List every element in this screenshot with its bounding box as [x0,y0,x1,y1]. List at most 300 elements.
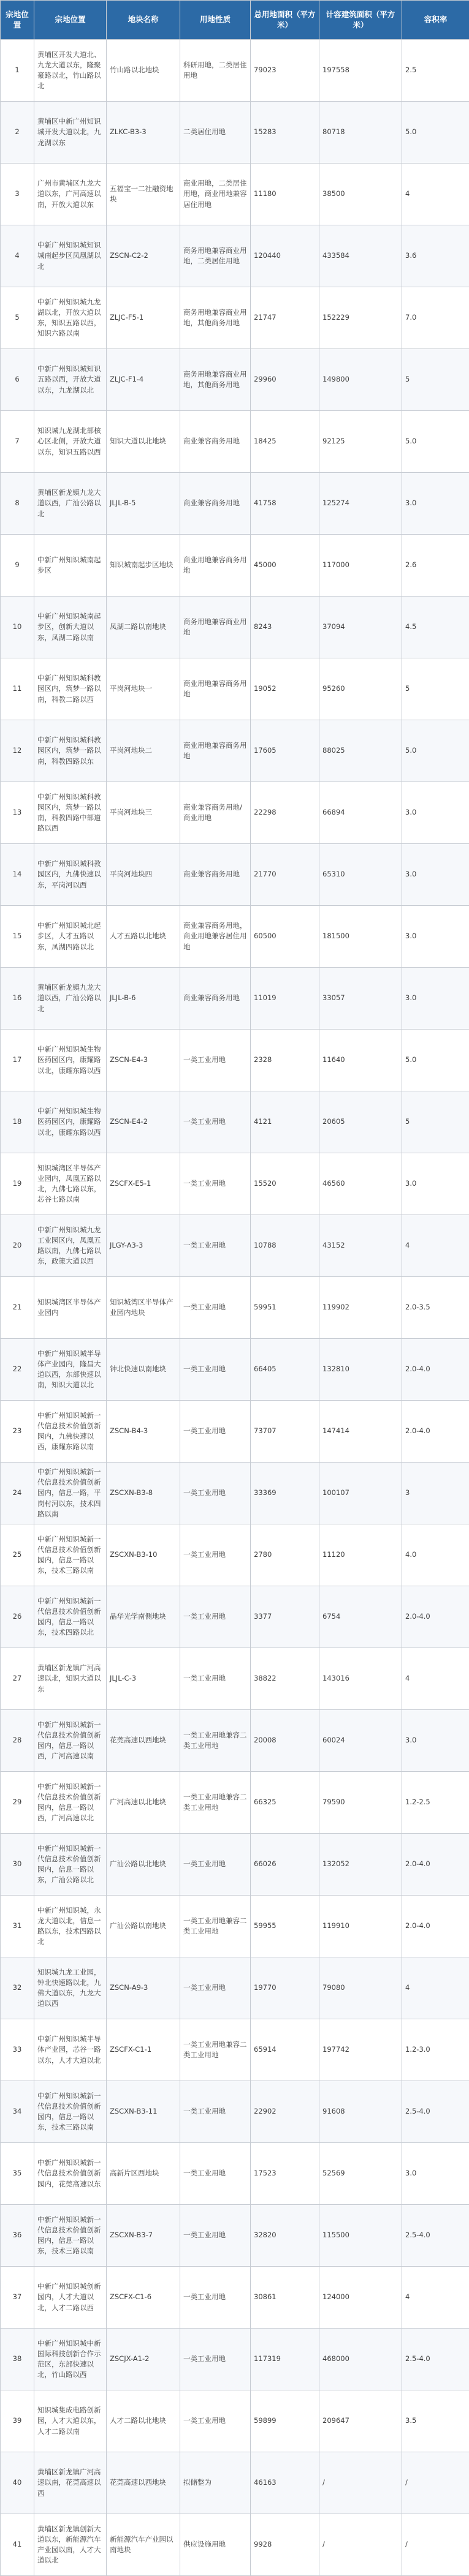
total-area-cell: 66026 [251,1834,319,1896]
parcel-location-cell: 黄埔区中新广州知识城开发大道以北，九龙湖以东 [34,102,107,164]
parcel-name-cell: ZSCN-A9-3 [107,1957,180,2019]
parcel-location-cell: 知识城九龙工业园，钟北快速路以北，九佛大道以东，九龙大道以西 [34,1957,107,2019]
parcel-location-cell: 黄埔区新龙镇九龙大道以西，广汕公路以北 [34,968,107,1030]
parcel-location-cell: 中新广州知识城北起步区，人才五路以东，凤湖四路以北 [34,906,107,968]
parcel-name-cell: 广河高速以北地块 [107,1772,180,1834]
floor-area-cell: 80718 [319,102,402,164]
table-row [1,225,469,287]
table-row [1,1091,469,1153]
table-row [1,2514,469,2576]
floor-area-cell: 152229 [319,287,402,349]
floor-area-cell: 66894 [319,782,402,844]
parcel-name-cell: JLGY-A3-3 [107,1215,180,1277]
land-use-cell: 一类工业用地 [180,1524,251,1586]
parcel-name-cell: JLJL-B-6 [107,968,180,1030]
total-area-cell: 66325 [251,1772,319,1834]
parcel-location-cell: 中新广州知识城南起步区 [34,535,107,597]
total-area-cell: 30861 [251,2267,319,2329]
total-area-cell: 15520 [251,1153,319,1215]
plot-ratio-cell: 2.0-4.0 [402,1896,469,1957]
table-row [1,2081,469,2143]
land-use-cell: 一类工业用地 [180,1215,251,1277]
floor-area-cell: 6754 [319,1586,402,1648]
parcel-number-cell: 34 [1,2081,34,2143]
parcel-location-cell: 中新广州知识城新一代信息技术价值创新园内，信息一路以东，技术四路以北 [34,1586,107,1648]
parcel-name-cell: 平岗河地块二 [107,720,180,782]
floor-area-cell: 468000 [319,2329,402,2390]
land-use-cell: 商务用地兼容商业用地，其他商务用地 [180,349,251,411]
floor-area-cell: 60024 [319,1710,402,1772]
table-row [1,2452,469,2514]
land-use-cell: 商务用地兼容商业用地 [180,597,251,658]
table-row [1,1710,469,1772]
total-area-cell: 65914 [251,2019,319,2081]
parcel-location-cell: 知识城湾区半导体产业园内 [34,1277,107,1339]
parcel-number-cell: 31 [1,1896,34,1957]
total-area-cell: 60500 [251,906,319,968]
total-area-cell: 32820 [251,2205,319,2267]
table-row [1,968,469,1030]
parcel-number-cell: 6 [1,349,34,411]
table-row [1,535,469,597]
parcel-location-cell: 中新广州知识城，永龙大道以北，信息一路以东，技术四路以北 [34,1896,107,1957]
total-area-cell: 59951 [251,1277,319,1339]
table-row [1,1030,469,1091]
total-area-cell: 46163 [251,2452,319,2514]
total-area-cell: 22298 [251,782,319,844]
plot-ratio-cell: 4.5 [402,597,469,658]
total-area-cell: 59955 [251,1896,319,1957]
plot-ratio-cell: 4 [402,2267,469,2329]
parcel-location-cell: 黄埔区新龙镇创新大道以东，新能源汽车产业园以南，人才大道以北 [34,2514,107,2576]
table-row [1,1586,469,1648]
parcel-number-cell: 11 [1,658,34,720]
total-area-cell: 9928 [251,2514,319,2576]
parcel-name-cell: 知识城南起步区地块 [107,535,180,597]
parcel-name-cell: ZSCFX-C1-1 [107,2019,180,2081]
parcel-number-cell: 32 [1,1957,34,2019]
table-row [1,1957,469,2019]
floor-area-cell: 38500 [319,164,402,225]
parcel-name-cell: 平岗河地块一 [107,658,180,720]
floor-area-cell: 124000 [319,2267,402,2329]
parcel-number-cell: 39 [1,2390,34,2452]
plot-ratio-cell: 5 [402,658,469,720]
parcel-number-cell: 20 [1,1215,34,1277]
table-row [1,782,469,844]
plot-ratio-cell: 4 [402,164,469,225]
table-body [1,40,469,2576]
parcel-location-cell: 中新广州知识城知识五路以西，开放大道以东，九龙湖以北 [34,349,107,411]
total-area-cell: 33369 [251,1463,319,1524]
land-use-cell: 一类工业用地 [180,2143,251,2205]
total-area-cell: 19052 [251,658,319,720]
parcel-number-cell: 1 [1,40,34,102]
parcel-name-cell: ZSCFX-C1-6 [107,2267,180,2329]
total-area-cell: 8243 [251,597,319,658]
floor-area-cell: 33057 [319,968,402,1030]
plot-ratio-cell: 3 [402,1463,469,1524]
parcel-name-cell: 花莞高速以西地块 [107,2452,180,2514]
parcel-name-cell: JLJL-B-5 [107,473,180,535]
table-row [1,1153,469,1215]
table-row [1,2267,469,2329]
parcel-number-cell: 35 [1,2143,34,2205]
table-row [1,2019,469,2081]
total-area-cell: 18425 [251,411,319,473]
table-row [1,597,469,658]
land-use-cell: 一类工业用地 [180,1339,251,1401]
floor-area-cell: 149800 [319,349,402,411]
land-use-cell: 商业兼容商务用地 [180,844,251,906]
table-row [1,102,469,164]
floor-area-cell: 433584 [319,225,402,287]
parcel-location-cell: 黄埔区开发大道北、九龙大道以东，隆聚豪路以北，竹山路以北 [34,40,107,102]
parcel-number-cell: 21 [1,1277,34,1339]
land-use-cell: 商务用地兼容商业用地，二类居住用地 [180,225,251,287]
land-use-cell: 商业兼容商务用地 [180,473,251,535]
parcel-name-cell: 人才五路以北地块 [107,906,180,968]
plot-ratio-cell: 4 [402,1215,469,1277]
header-floor-area: 计容建筑面积（平方米） [319,1,402,40]
table-header-row [1,1,469,40]
plot-ratio-cell: 4 [402,1648,469,1710]
land-use-cell: 商业兼容商务用地，商业用地兼容居住用地 [180,906,251,968]
floor-area-cell: 132052 [319,1834,402,1896]
parcel-location-cell: 中新广州知识城生物医药园区内，康耀路以北，康耀东路以西 [34,1030,107,1091]
parcel-location-cell: 黄埔区新龙镇广河高速以北，知识大道以东 [34,1648,107,1710]
parcel-number-cell: 36 [1,2205,34,2267]
plot-ratio-cell: / [402,2452,469,2514]
parcel-location-cell: 黄埔区新龙镇广河高速以南，花莞高速以西 [34,2452,107,2514]
plot-ratio-cell: 3.0 [402,2143,469,2205]
total-area-cell: 73707 [251,1401,319,1463]
land-use-cell: 商业兼容商务用地 [180,968,251,1030]
parcel-name-cell: ZSCXN-B3-7 [107,2205,180,2267]
total-area-cell: 4121 [251,1091,319,1153]
parcel-number-cell: 19 [1,1153,34,1215]
parcel-name-cell: ZSCXN-B3-10 [107,1524,180,1586]
floor-area-cell: 43152 [319,1215,402,1277]
plot-ratio-cell: 2.0-4.0 [402,1401,469,1463]
land-use-cell: 商务用地兼容商业用地，其他商务用地 [180,287,251,349]
land-use-cell: 科研用地，二类居住用地 [180,40,251,102]
plot-ratio-cell: 3.6 [402,225,469,287]
plot-ratio-cell: 3.0 [402,782,469,844]
parcel-location-cell: 中新广州知识城半导体产业园，芯谷一路以东，人才大道以北 [34,2019,107,2081]
table-row [1,844,469,906]
parcel-name-cell: 平岗河地块三 [107,782,180,844]
parcel-location-cell: 中新广州知识城新一代信息技术价值创新园内，信息一路以东，广汕公路以北 [34,1834,107,1896]
floor-area-cell: 91608 [319,2081,402,2143]
total-area-cell: 38822 [251,1648,319,1710]
parcel-location-cell: 中新广州知识城九龙湖以北，开放大道以东，知识五路以西，知识六路以南 [34,287,107,349]
land-use-cell: 一类工业用地 [180,1648,251,1710]
parcel-number-cell: 18 [1,1091,34,1153]
parcel-name-cell: JLJL-C-3 [107,1648,180,1710]
plot-ratio-cell: 4 [402,1957,469,2019]
parcel-name-cell: ZSCFX-E5-1 [107,1153,180,1215]
plot-ratio-cell: 2.5-4.0 [402,2205,469,2267]
header-parcel-location: 宗地位置 [34,1,107,40]
floor-area-cell: 92125 [319,411,402,473]
parcel-name-cell: ZSCN-C2-2 [107,225,180,287]
parcel-number-cell: 10 [1,597,34,658]
land-use-cell: 商业兼容商务用地 [180,411,251,473]
plot-ratio-cell: 2.0-4.0 [402,1834,469,1896]
parcel-location-cell: 中新广州知识城九龙工业园区内，凤凰五路以南，九佛七路以东，政策大道以西 [34,1215,107,1277]
floor-area-cell: 88025 [319,720,402,782]
parcel-name-cell: 新能源汽车产业园以南地块 [107,2514,180,2576]
plot-ratio-cell: 2.6 [402,535,469,597]
plot-ratio-cell: 3.0 [402,906,469,968]
plot-ratio-cell: 2.5-4.0 [402,2329,469,2390]
parcel-name-cell: ZSCXN-B3-11 [107,2081,180,2143]
land-use-cell: 一类工业用地兼容二类工业用地 [180,2019,251,2081]
land-use-cell: 一类工业用地 [180,1401,251,1463]
parcel-name-cell: 广汕公路以南地块 [107,1896,180,1957]
parcel-location-cell: 中新广州知识城新一代信息技术价值创新园内，信息一路以东，技术三路以南 [34,2205,107,2267]
table-row [1,349,469,411]
parcel-name-cell: ZLKC-B3-3 [107,102,180,164]
land-use-cell: 一类工业用地兼容二类工业用地 [180,1896,251,1957]
parcel-number-cell: 5 [1,287,34,349]
header-parcel-name: 地块名称 [107,1,180,40]
floor-area-cell: 209647 [319,2390,402,2452]
land-use-cell: 一类工业用地 [180,2329,251,2390]
land-use-cell: 一类工业用地 [180,2081,251,2143]
floor-area-cell: 37094 [319,597,402,658]
parcel-number-cell: 17 [1,1030,34,1091]
parcel-location-cell: 中新广州知识城生物医药园区内，康耀路以北，康耀东路以西 [34,1091,107,1153]
parcel-number-cell: 13 [1,782,34,844]
table-row [1,2143,469,2205]
floor-area-cell: 197742 [319,2019,402,2081]
total-area-cell: 15283 [251,102,319,164]
table-row [1,1896,469,1957]
parcel-number-cell: 16 [1,968,34,1030]
table-row [1,287,469,349]
parcel-number-cell: 24 [1,1463,34,1524]
plot-ratio-cell: 3.0 [402,1153,469,1215]
parcel-number-cell: 38 [1,2329,34,2390]
floor-area-cell: 65310 [319,844,402,906]
parcel-location-cell: 知识城九龙湖北部核心区北侧，开放大道以东，知识五路以西 [34,411,107,473]
table-row [1,1401,469,1463]
table-row [1,720,469,782]
land-use-cell: 一类工业用地 [180,1586,251,1648]
floor-area-cell: 147414 [319,1401,402,1463]
parcel-name-cell: ZSCN-E4-2 [107,1091,180,1153]
floor-area-cell: 20605 [319,1091,402,1153]
table-row [1,1339,469,1401]
parcel-number-cell: 12 [1,720,34,782]
total-area-cell: 117319 [251,2329,319,2390]
table-row [1,40,469,102]
land-use-cell: 一类工业用地 [180,2267,251,2329]
floor-area-cell: / [319,2452,402,2514]
parcel-number-cell: 2 [1,102,34,164]
parcel-name-cell: ZLJC-F5-1 [107,287,180,349]
parcel-name-cell: ZSCN-E4-3 [107,1030,180,1091]
table-row [1,1524,469,1586]
plot-ratio-cell: 1.2-3.0 [402,2019,469,2081]
land-use-cell: 二类居住用地 [180,102,251,164]
land-use-cell: 一类工业用地 [180,1153,251,1215]
table-row [1,1463,469,1524]
plot-ratio-cell: 2.0-3.5 [402,1277,469,1339]
total-area-cell: 17605 [251,720,319,782]
parcel-name-cell: 平岗河地块四 [107,844,180,906]
parcel-location-cell: 中新广州知识城创新园内，人才大道以北，人才二路以西 [34,2267,107,2329]
plot-ratio-cell: 3.0 [402,844,469,906]
parcel-location-cell: 知识城集成电路创新园，人才大道以东，人才二路以南 [34,2390,107,2452]
plot-ratio-cell: 1.2-2.5 [402,1772,469,1834]
land-use-cell: 商业用地兼容商务用地 [180,658,251,720]
header-land-use: 用地性质 [180,1,251,40]
total-area-cell: 22902 [251,2081,319,2143]
parcel-name-cell: 花莞高速以西地块 [107,1710,180,1772]
parcel-name-cell: 晶华光学南侧地块 [107,1586,180,1648]
parcel-number-cell: 33 [1,2019,34,2081]
floor-area-cell: 197558 [319,40,402,102]
parcel-number-cell: 27 [1,1648,34,1710]
parcel-location-cell: 中新广州知识城半导体产业园内，隆昌大道以西，东部快速以南，知识大道以北 [34,1339,107,1401]
parcel-location-cell: 中新广州知识城南起步区，创新大道以东，凤湖二路以南 [34,597,107,658]
parcel-number-cell: 40 [1,2452,34,2514]
parcel-name-cell: 竹山路以北地块 [107,40,180,102]
floor-area-cell: 79080 [319,1957,402,2019]
parcel-location-cell: 中新广州知识城新一代信息技术价值创新园内，信息一路以东，技术三路以南 [34,2081,107,2143]
floor-area-cell: 115500 [319,2205,402,2267]
total-area-cell: 21747 [251,287,319,349]
land-use-cell: 商业用地兼容商务用地 [180,720,251,782]
plot-ratio-cell: 5.0 [402,1030,469,1091]
plot-ratio-cell: 5.0 [402,102,469,164]
land-use-cell: 一类工业用地 [180,2390,251,2452]
parcel-number-cell: 15 [1,906,34,968]
plot-ratio-cell: 5 [402,1091,469,1153]
table-row [1,1215,469,1277]
plot-ratio-cell: 5.0 [402,411,469,473]
total-area-cell: 45000 [251,535,319,597]
plot-ratio-cell: 2.5-4.0 [402,2081,469,2143]
parcel-name-cell: 知识城湾区半导体产业园内地块 [107,1277,180,1339]
total-area-cell: 17523 [251,2143,319,2205]
table-row [1,2329,469,2390]
parcel-location-cell: 中新广州知识城科教园区内，筑梦一路以南，科教四路中部道路以西 [34,782,107,844]
table-row [1,1648,469,1710]
plot-ratio-cell: 2.0-4.0 [402,1586,469,1648]
floor-area-cell: 46560 [319,1153,402,1215]
parcel-location-cell: 中新广州知识城科教园区内，筑梦一路以南，科教四路以东 [34,720,107,782]
floor-area-cell: 125274 [319,473,402,535]
plot-ratio-cell: 3.0 [402,1710,469,1772]
parcel-number-cell: 41 [1,2514,34,2576]
parcel-location-cell: 中新广州知识城中新国际科技创新合作示范区，东部快速以北，竹山路以西 [34,2329,107,2390]
table-row [1,2390,469,2452]
table-row [1,906,469,968]
parcel-location-cell: 中新广州知识城新一代信息技术价值创新园内，信息一路以东，技术三路以南 [34,1524,107,1586]
floor-area-cell: 132810 [319,1339,402,1401]
header-parcel-number: 宗地位置 [1,1,34,40]
parcel-location-cell: 中新广州知识城科教园区内，九佛快速以东，平岗河以西 [34,844,107,906]
table-row [1,2205,469,2267]
parcel-name-cell: 人才二路以北地块 [107,2390,180,2452]
floor-area-cell: 11640 [319,1030,402,1091]
land-use-cell: 一类工业用地 [180,1834,251,1896]
land-use-cell: 一类工业用地 [180,2205,251,2267]
floor-area-cell: 11120 [319,1524,402,1586]
parcel-number-cell: 9 [1,535,34,597]
parcel-number-cell: 28 [1,1710,34,1772]
parcel-number-cell: 37 [1,2267,34,2329]
parcel-number-cell: 26 [1,1586,34,1648]
header-total-area: 总用地面积（平方米） [251,1,319,40]
land-use-cell: 拟储整为 [180,2452,251,2514]
parcel-number-cell: 29 [1,1772,34,1834]
table-row [1,658,469,720]
parcel-number-cell: 22 [1,1339,34,1401]
parcel-location-cell: 黄埔区新龙镇九龙大道以西，广汕公路以北 [34,473,107,535]
total-area-cell: 21770 [251,844,319,906]
plot-ratio-cell: 5 [402,349,469,411]
parcel-name-cell: 钟北快速以南地块 [107,1339,180,1401]
table-row [1,411,469,473]
land-use-cell: 商业兼容商务用地/商业用地 [180,782,251,844]
parcel-name-cell: ZSCJX-A1-2 [107,2329,180,2390]
plot-ratio-cell: 3.0 [402,968,469,1030]
total-area-cell: 11019 [251,968,319,1030]
plot-ratio-cell: 2.0-4.0 [402,1339,469,1401]
parcel-location-cell: 中新广州知识城知识城南起步区凤凰湖以北 [34,225,107,287]
floor-area-cell: 95260 [319,658,402,720]
land-use-cell: 一类工业用地兼容二类工业用地 [180,1710,251,1772]
plot-ratio-cell: 2.5 [402,40,469,102]
parcel-number-cell: 3 [1,164,34,225]
parcel-location-cell: 中新广州知识城新一代信息技术价值创新园内，信息一路以西，广河高速以北 [34,1772,107,1834]
table-row [1,1834,469,1896]
total-area-cell: 2328 [251,1030,319,1091]
parcel-name-cell: 知识大道以北地块 [107,411,180,473]
parcel-location-cell: 中新广州知识城新一代信息技术价值创新园内，花莞高速以东 [34,2143,107,2205]
parcel-location-cell: 知识城湾区半导体产业园内，凤凰五路以北，九佛七路以东，芯谷七路以南 [34,1153,107,1215]
parcel-location-cell: 中新广州知识城科教园区内，筑梦一路以南，科教二路以西 [34,658,107,720]
floor-area-cell: 143016 [319,1648,402,1710]
plot-ratio-cell: 3.5 [402,2390,469,2452]
parcel-number-cell: 25 [1,1524,34,1586]
land-use-cell: 商业用地兼容商务用地 [180,535,251,597]
land-use-cell: 一类工业用地 [180,1463,251,1524]
land-use-cell: 一类工业用地兼容二类工业用地 [180,1772,251,1834]
total-area-cell: 41758 [251,473,319,535]
table-row [1,1772,469,1834]
total-area-cell: 79023 [251,40,319,102]
total-area-cell: 59899 [251,2390,319,2452]
land-use-cell: 商业用地，二类居住用地，商业用地兼容居住用地 [180,164,251,225]
total-area-cell: 3377 [251,1586,319,1648]
total-area-cell: 20008 [251,1710,319,1772]
land-use-cell: 一类工业用地 [180,1091,251,1153]
parcel-name-cell: ZSCN-B4-3 [107,1401,180,1463]
parcel-number-cell: 8 [1,473,34,535]
parcel-name-cell: 凤湖二路以南地块 [107,597,180,658]
plot-ratio-cell: 5.0 [402,720,469,782]
plot-ratio-cell: 4.0 [402,1524,469,1586]
plot-ratio-cell: / [402,2514,469,2576]
plot-ratio-cell: 3.0 [402,473,469,535]
floor-area-cell: 52569 [319,2143,402,2205]
